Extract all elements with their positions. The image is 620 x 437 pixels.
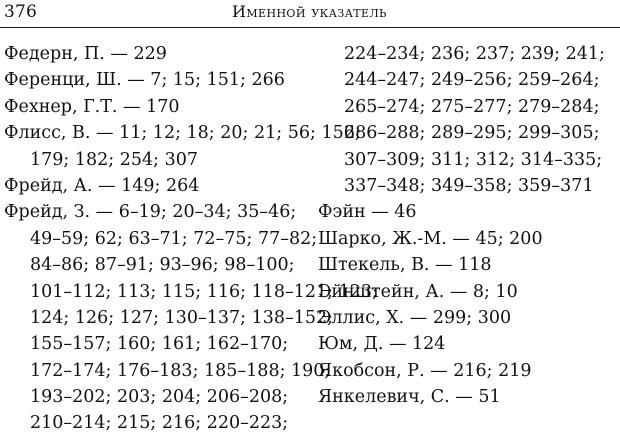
index-entry: Флисс, В. — 11; 12; 18; 20; 21; 56; 156; [4, 123, 361, 144]
index-entry-continuation: 155–157; 160; 161; 162–170; [30, 334, 289, 355]
index-entry-continuation: 210–214; 215; 216; 220–223; [30, 413, 289, 434]
index-entry: Штекель, В. — 118 [318, 255, 492, 276]
index-entry: Янкелевич, С. — 51 [318, 387, 501, 408]
page-header [0, 0, 620, 28]
index-entry: Федерн, П. — 229 [4, 44, 167, 64]
running-title: Именной указатель [232, 2, 387, 21]
index-entry: Фэйн — 46 [318, 202, 417, 223]
index-entry-continuation: 193–202; 203; 204; 206–208; [30, 387, 289, 408]
index-entry-continuation: 49–59; 62; 63–71; 72–75; 77–82; [30, 228, 318, 249]
index-entry-continuation: 172–174; 176–183; 185–188; 190; [30, 360, 331, 381]
index-entry-continuation: 286–288; 289–295; 299–305; [344, 123, 600, 144]
index-entry-continuation: 337–348; 349–358; 359–371 [344, 175, 594, 196]
index-entry: Эйнштейн, А. — 8; 10 [318, 281, 518, 302]
index-entry-continuation: 307–309; 311; 312; 314–335; [344, 149, 603, 170]
index-entry: Якобсон, Р. — 216; 219 [318, 360, 532, 381]
header-rule [0, 27, 620, 28]
page-number: 376 [4, 2, 38, 22]
index-entry-continuation: 124; 126; 127; 130–137; 138–152; [30, 307, 334, 328]
index-entry-continuation: 101–112; 113; 115; 116; 118–121; 123; [30, 281, 378, 302]
index-entry: Фрейд, А. — 149; 264 [4, 175, 200, 196]
index-entry-continuation: 244–247; 249–256; 259–264; [344, 70, 600, 91]
index-column-right [318, 41, 618, 410]
index-entry: Эллис, Х. — 299; 300 [318, 307, 512, 328]
index-entry-continuation: 84–86; 87–91; 93–96; 98–100; [30, 255, 295, 276]
index-entry: Юм, Д. — 124 [318, 334, 446, 355]
index-entry-continuation: 224–234; 236; 237; 239; 241; [344, 44, 605, 64]
index-entry: Шарко, Ж.-М. — 45; 200 [318, 228, 543, 249]
index-entry-continuation: 265–274; 275–277; 279–284; [344, 96, 600, 117]
index-entry: Фрейд, З. — 6–19; 20–34; 35–46; [4, 202, 297, 223]
index-entry-continuation: 179; 182; 254; 307 [30, 149, 198, 170]
index-entry: Фехнер, Г.Т. — 170 [4, 96, 180, 117]
index-entry: Ференци, Ш. — 7; 15; 151; 266 [4, 70, 285, 91]
